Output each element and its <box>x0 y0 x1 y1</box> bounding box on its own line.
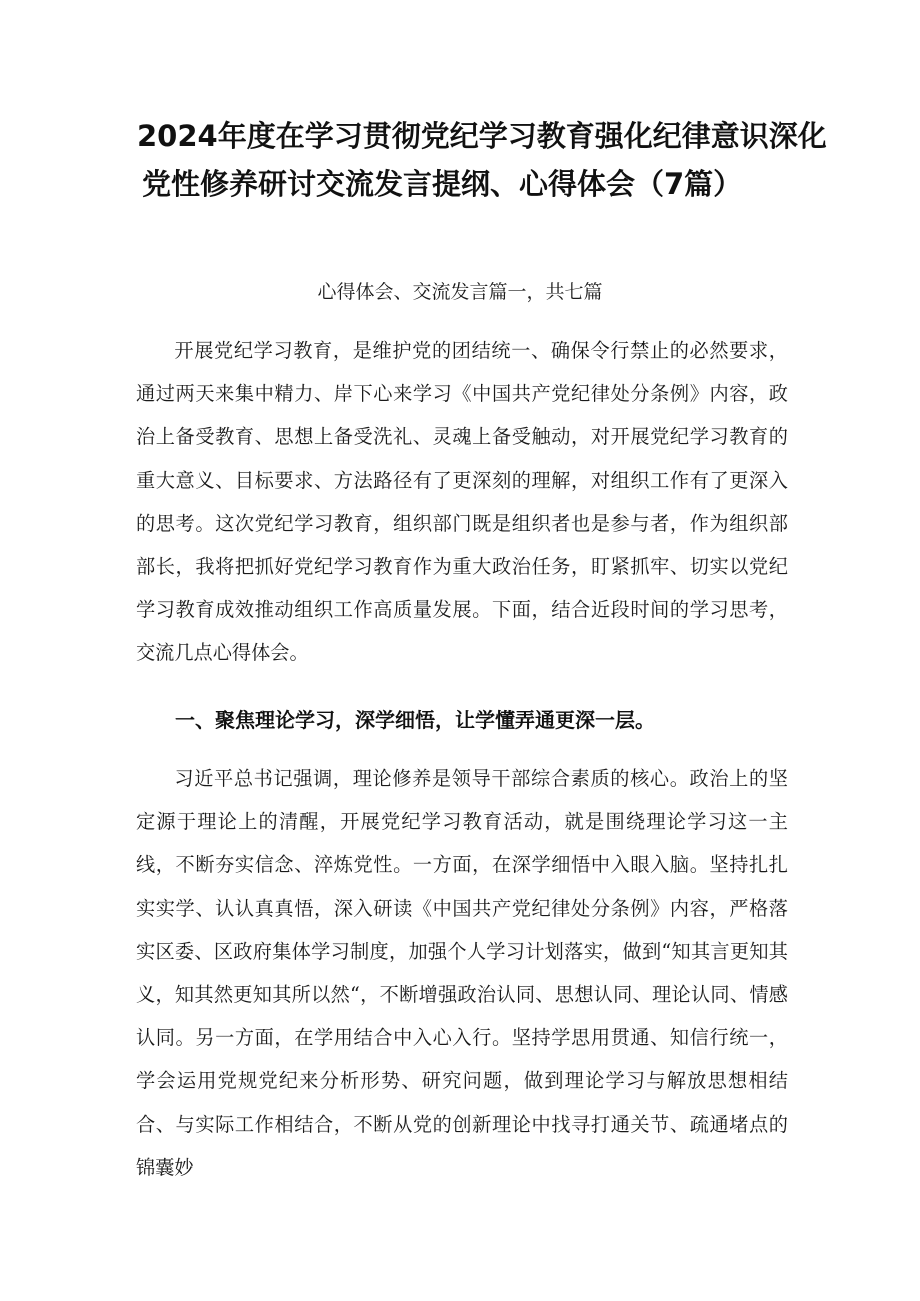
document-title-line-2: 党性修养研讨交流发言提纲、心得体会（7篇） <box>142 167 743 201</box>
document-subtitle: 心得体会、交流发言篇一，共七篇 <box>317 281 603 303</box>
body-paragraph-section-1: 习近平总书记强调，理论修养是领导干部综合素质的核心。政治上的坚定源于理论上的清醒，开展党纪学习教育活动，就是围绕理论学习这一主线，不断夯实信念、淬炼党性。一方面，在深学细悟中入眼入脑。坚持扎扎实实学、认认真真悟，深入研读《中国共产党纪律处分条例》内容，严格落实区委、区政府集体学习制度，加强个人学习计划落实，做到“知其言更知其义，知其然更知其所以然“，不断增强政治认同、思想认同、理论认同、情感认同。另一方面，在学用结合中入心入行。坚持学思用贯通、知信行统一，学会运用党规党纪来分析形势、研究问题，做到理论学习与解放思想相结合、与实际工作相结合，不断从党的创新理论中找寻打通关节、疏通堵点的锦囊妙 <box>136 767 788 1179</box>
section-heading-1: 一、聚焦理论学习，深学细悟，让学懂弄通更深一层。 <box>175 708 655 732</box>
document-title-line-1: 2024年度在学习贯彻党纪学习教育强化纪律意识深化 <box>137 119 827 153</box>
body-paragraph-intro: 开展党纪学习教育，是维护党的团结统一、确保令行禁止的必然要求，通过两天来集中精力、岸下心来学习《中国共产党纪律处分条例》内容，政治上备受教育、思想上备受洗礼、灵魂上备受触动，对开展党纪学习教育的重大意义、目标要求、方法路径有了更深刻的理解，对组织工作有了更深入的思考。这次党纪学习教育，组织部门既是组织者也是参与者，作为组织部部长，我将把抓好党纪学习教育作为重大政治任务，盯紧抓牢、切实以党纪学习教育成效推动组织工作高质量发展。下面，结合近段时间的学习思考，交流几点心得体会。 <box>136 339 788 665</box>
